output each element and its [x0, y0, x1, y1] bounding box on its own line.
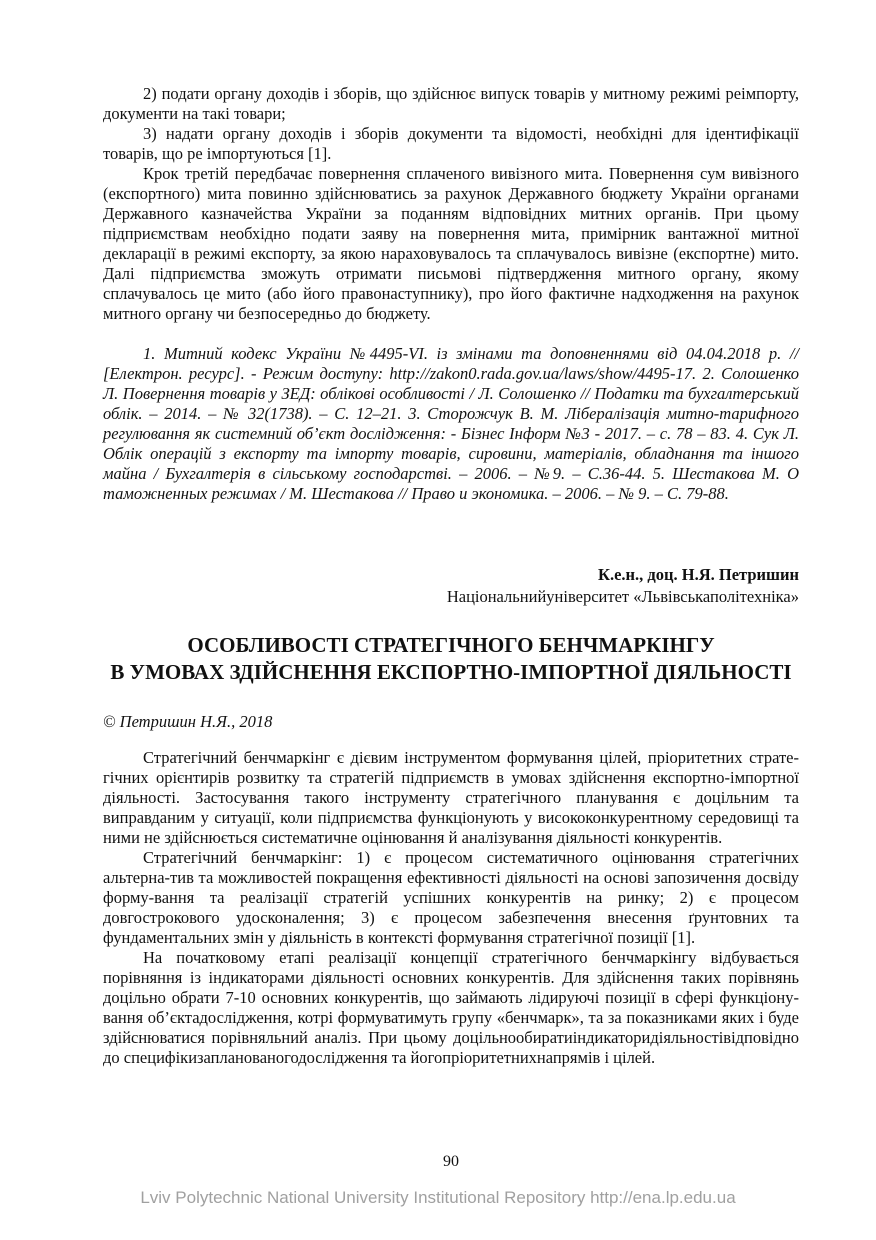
- article-title-line1: ОСОБЛИВОСТІ СТРАТЕГІЧНОГО БЕНЧМАРКІНГУ: [187, 633, 715, 657]
- article-title-line2: В УМОВАХ ЗДІЙСНЕННЯ ЕКСПОРТНО-ІМПОРТНОЇ ДІЯЛЬНОСТІ: [110, 660, 792, 684]
- author-block: [103, 564, 799, 608]
- references-block: 1. Митний кодекс України №4495-VI. із змінами та доповненнями від 04.04.2018 р. // [Електрон. ресурс]. - Режим доступу: http://zakon0.rada.gov.ua/laws/show/4495-17. 2. Солошенко Л. Повернення товарів у ЗЕД: облікові особливості / Л. Солошенко // Податки та бухгалтерський облік. – 2014. – № 32(1738). – С. 12–21. 3. Сторожчук В. М. Лібералізація митно-тарифного регулювання як системний об’єкт дослідження: - Бізнес Інформ №3 - 2017. – с. 78 – 83. 4. Сук Л. Облік операцій з експорту та імпорту товарів, сировини, матеріалів, обладнання та іншого майна / Бухгалтерія в сільському господарстві. – 2006. – №9. – С.36-44. 5. Шестакова М. О таможненных режимах / М. Шестакова // Право и экономика. – 2006. – № 9. – С. 79-88.: [103, 344, 799, 503]
- intro-paragraph-2: 3) надати органу доходів і зборів документи та відомості, необхідні для ідентифікації товарів, що ре імпортуються [1].: [103, 124, 799, 163]
- intro-paragraph-3: Крок третій передбачає повернення сплаченого вивізного мита. Повернення сум вивізного (експортного) мита повинно здійснюватись за рахунок Державного бюджету України органами Державного казначейства України за поданням відповідних митних органів. При цьому підприємствам необхідно подати заяву на повернення мита, примірник вантажної митної декларації в режимі експорту, за якою нараховувалось та сплачувалось вивізне (експортне) мито. Далі підприємства зможуть отримати письмові підтвердження митного органу, якому сплачувалось це мито (або його правонаступнику), про його фактичне надходження на рахунок митного органу чи безпосередньо до бюджету.: [103, 164, 799, 323]
- body-paragraph-1: Стратегічний бенчмаркінг є дієвим інструментом формування цілей, пріоритетних страте-гічних орієнтирів розвитку та стратегій підприємств в умовах здійснення експортно-імпортної діяльності. Застосування такого інструменту стратегічного планування є доцільним та виправданим у ситуації, коли підприємства функціонують у висококонкурентному середовищі та ними не здійснюється систематичне оцінювання й аналізування діяльності конкурентів.: [103, 748, 799, 847]
- copyright-notice: © Петришин Н.Я., 2018: [103, 712, 273, 731]
- author-name: К.е.н., доц. Н.Я. Петришин: [598, 565, 799, 584]
- article-title: [103, 632, 799, 686]
- intro-paragraph-1: 2) подати органу доходів і зборів, що здійснює випуск товарів у митному режимі реімпорту, документи на такі товари;: [103, 84, 799, 123]
- body-paragraph-2: Стратегічний бенчмаркінг: 1) є процесом систематичного оцінювання стратегічних альтерна-тив та можливостей покращення ефективності діяльності на основі запозичення досвіду форму-вання та реалізації стратегій успішних конкурентів на ринку; 2) є процесом довгострокового удосконалення; 3) є процесом забезпечення внесення ґрунтовних та фундаментальних змін у діяльність в контексті формування стратегічної позиції [1].: [103, 848, 799, 947]
- article-body: [103, 748, 799, 1068]
- repository-footer: Lviv Polytechnic National University Institutional Repository http://ena.lp.edu.ua: [140, 1188, 736, 1207]
- text-column: [103, 84, 799, 1068]
- page-number: 90: [443, 1153, 459, 1170]
- author-affiliation: Національнийуніверситет «Львівськаполітехніка»: [446, 587, 799, 606]
- body-paragraph-3: На початковому етапі реалізації концепції стратегічного бенчмаркінгу відбувається порівняння із індикаторами діяльності основних конкурентів. Для здійснення таких порівнянь доцільно обрати 7-10 основних конкурентів, що займають лідируючі позиції в сфері функціону-вання об’єктадослідження, котрі формуватимуть групу «бенчмарк», та за показниками яких і буде здійснюватися порівняльний аналіз. При цьому доцільнообиратиіндикаторидіяльностівідповідно до специфікизапланованогодослідження та йогопріоритетнихнапрямів і цілей.: [103, 948, 799, 1067]
